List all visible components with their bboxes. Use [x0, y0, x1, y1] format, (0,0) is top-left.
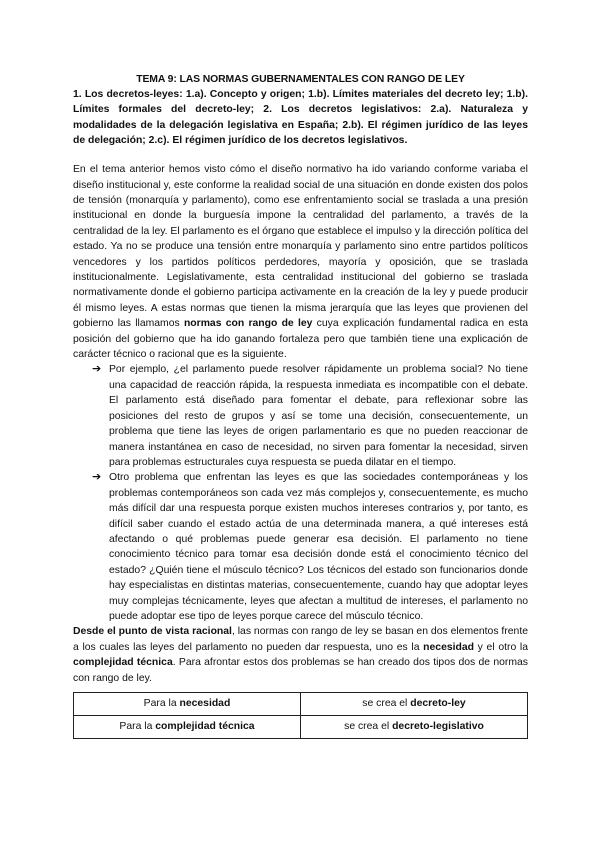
cell-text: se crea el — [362, 698, 411, 710]
topic-subtitle: 1. Los decretos-leyes: 1.a). Concepto y origen; 1.b). Límites materiales del decreto ley; 1.b). Límites formales del decreto-ley; 2. Los decretos legislativos: 2.a). Naturaleza y modalidades de la delegación legislativa en España; 2.b). El régimen jurídico de las leyes de delegación; 2.c). El régimen jurídico de los decretos legislativos. — [73, 89, 528, 146]
closing-bold-3: complejidad técnica — [73, 657, 173, 669]
cell-text: se crea el — [344, 721, 393, 733]
closing-text-3: . Para afrontar estos dos problemas se han creado dos tipos dos de normas con rango de ley. — [73, 657, 529, 684]
table-row — [74, 693, 528, 716]
table-cell — [74, 693, 301, 716]
intro-bold-term: normas con rango de ley — [183, 318, 313, 330]
closing-paragraph — [73, 624, 528, 686]
page-title: TEMA 9: LAS NORMAS GUBERNAMENTALES CON RANGO DE LEY — [136, 74, 465, 85]
closing-bold-1: Desde el punto de vista racional — [73, 626, 232, 638]
cell-text: Para la — [143, 698, 180, 710]
cell-bold: complejidad técnica — [155, 721, 255, 733]
bullet-text: Otro problema que enfrentan las leyes es que las sociedades contemporáneas y los problemas contemporáneos son cada vez más complejos y, consecuentemente, es mucho más difícil dar una respuesta porque existen muchos intereses contrarios y, por tanto, es difícil saber cuando el estado actúa de una determinada manera, a qué intereses está afectando o qué problemas puede generar esa decisión. El parlamento no tiene conocimiento técnico para tomar esa decisión donde está el conocimiento técnico del estado? ¿Quién tiene el músculo técnico? Los técnicos del estado son funcionarios donde hay especialistas en distintas materias, consecuentemente, cuando hay que adoptar leyes muy complejas técnicamente, leyes que afectan a multitud de intereses, el parlamento no puede adoptar ese tipo de leyes porque carece del músculo técnico. — [109, 472, 528, 622]
cell-bold: decreto-ley — [410, 698, 466, 710]
norm-types-table — [73, 692, 528, 739]
document-page — [73, 72, 528, 739]
table-cell — [74, 716, 301, 739]
arrow-right-icon: ➔ — [92, 471, 102, 484]
table-cell — [301, 716, 528, 739]
closing-text-1: , las normas con rango de ley se basan en dos elementos frente a los cuales las leyes del parlamento no pueden dar respuesta, uno es la — [73, 626, 529, 653]
intro-text-2: cuya explicación fundamental radica en esta posición del gobierno que ha ido ganando fortaleza pero que también tiene una explicación de carácter técnico o racional que es la siguiente. — [73, 318, 528, 361]
table-row — [74, 716, 528, 739]
bullet-text: Por ejemplo, ¿el parlamento puede resolver rápidamente un problema social? No tiene una capacidad de reacción rápida, la respuesta inmediata es incompatible con el debate. El parlamento está diseñado para fomentar el debate, para reflexionar sobre las posiciones del resto de grupos y así se tome una decisión, consecuentemente, un problema que tiene las leyes de origen parlamentario es que no pueden reaccionar de manera instantánea en caso de necesidad, no sirven para fomentar la necesidad, sirven para problemas estructurales cuya respuesta se pueda dilatar en el tiempo. — [109, 364, 528, 468]
cell-bold: necesidad — [179, 698, 231, 710]
cell-bold: decreto-legislativo — [392, 721, 484, 733]
intro-text-1: En el tema anterior hemos visto cómo el diseño normativo ha ido variando conforme variaba el diseño institucional y, este conforme la realidad social de una situación en donde existen dos polos de tensión (monarquía y parlamento), como ese enfrentamiento social se traslada a una presión institucional en donde la burguesía impone la centralidad del parlamento, a través de la centralidad de la ley. El parlamento es el órgano que establece el impulso y la dirección política del estado. Ya no se produce una tensión entre monarquía y parlamento sino entre partidos políticos vencedores y los partidos políticos perdedores, mayoría y oposición, que se traslada institucionalmente. Legislativamente, esta centralidad institucional del gobierno se traslada normativamente donde el gobierno participa activamente en la creación de la ley y puede producir él mismo leyes. A estas normas que tienen la misma jerarquía que las leyes que provienen del gobierno las llamamos — [73, 164, 528, 330]
cell-text: Para la — [119, 721, 156, 733]
table-cell — [301, 693, 528, 716]
intro-paragraph — [73, 162, 528, 362]
list-item — [92, 470, 528, 624]
closing-text-2: y el otro la — [474, 641, 528, 653]
closing-bold-2: necesidad — [423, 641, 474, 653]
arrow-right-icon: ➔ — [92, 363, 102, 376]
bullet-list — [73, 362, 528, 624]
list-item — [92, 362, 528, 470]
